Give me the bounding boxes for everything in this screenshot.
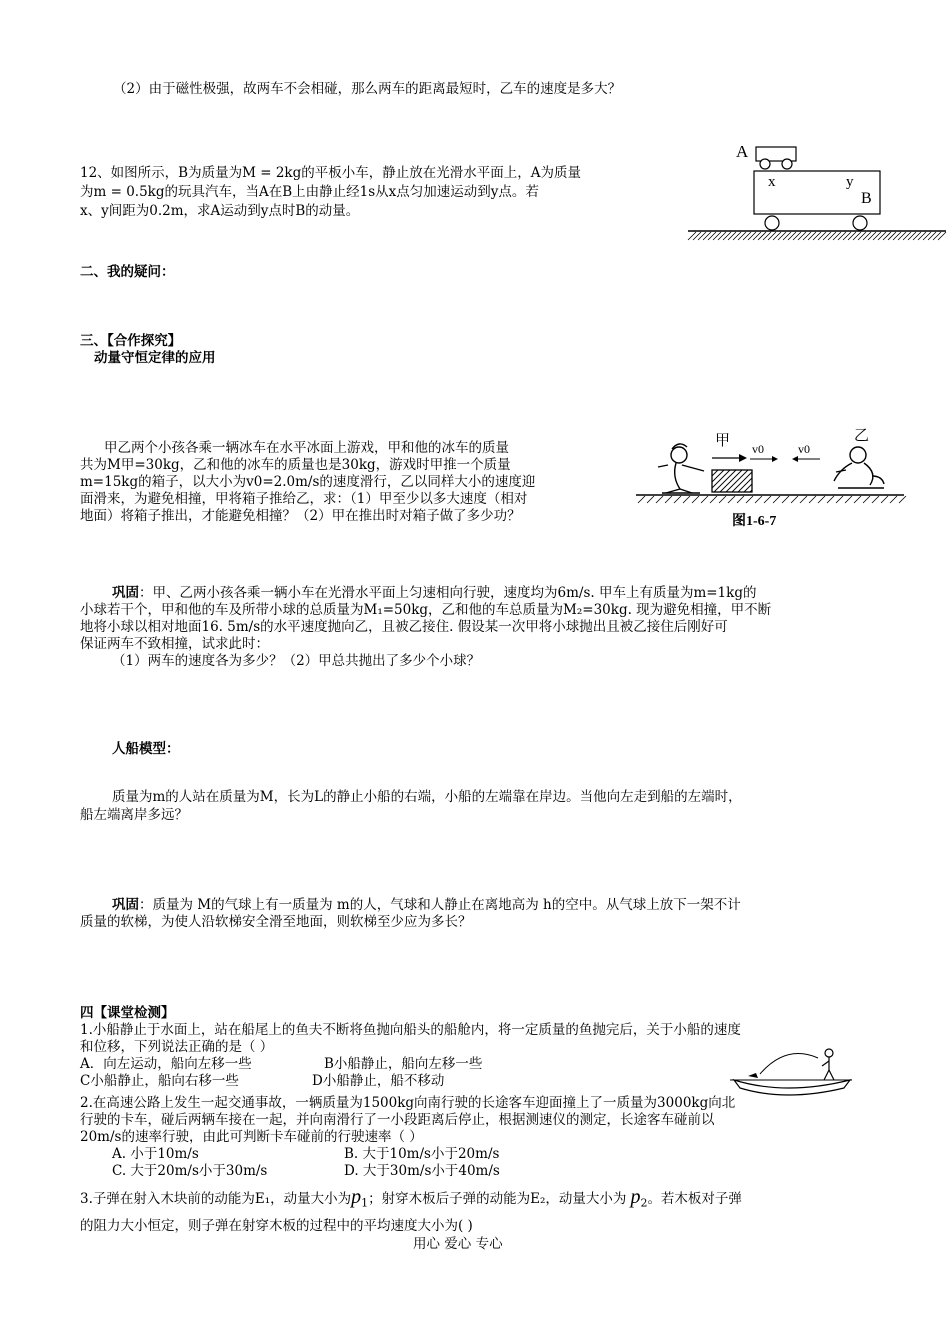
ground-hatch-line: [710, 496, 717, 503]
boat-problem: [80, 788, 742, 824]
ground-hatch-line: [845, 496, 852, 503]
ground-hatch-line: [768, 232, 776, 240]
consolidate2-line: ：质量为 M的气球上有一质量为 m的人，气球和人静止在离地高为 h的空中。从气球上放下一架不计: [139, 897, 741, 913]
section3-subtitle: 动量守恒定律的应用: [94, 350, 216, 366]
ice-line: 共为M甲=30kg，乙和他的冰车的质量也是30kg，游戏时甲推一个质量: [80, 457, 511, 473]
ground-hatch-line: [719, 496, 726, 503]
label-y: y: [846, 174, 854, 190]
test-q2: [80, 1095, 735, 1180]
ground-hatch-line: [823, 232, 831, 240]
boat-model-title: 人船模型：: [112, 741, 180, 757]
ground-hatch-line: [647, 496, 654, 503]
ground-hatch-line: [753, 232, 761, 240]
ground-hatch-line: [898, 232, 906, 240]
ground-hatch-line: [908, 232, 916, 240]
ground-hatch-line: [743, 232, 751, 240]
boat-line: 船左端离岸多远？: [80, 807, 188, 823]
consolidate1-line: （1）两车的速度各为多少？（2）甲总共抛出了多少个小球？: [112, 653, 481, 669]
ground-hatch-line: [782, 496, 789, 503]
child-yi-icon: [834, 447, 884, 488]
ground-hatch-line: [878, 232, 886, 240]
boat-line: 质量为m的人站在质量为M，长为L的静止小船的右端，小船的左端靠在岸边。当他向左走到船的左端时，: [112, 789, 742, 805]
ground-hatch-line: [738, 232, 746, 240]
option-b: B. 大于10m/s小于20m/s: [344, 1146, 500, 1162]
ice-line: 甲乙两个小孩各乘一辆冰车在水平冰面上游戏，甲和他的冰车的质量: [104, 440, 509, 456]
ground-hatch-line: [638, 496, 645, 503]
consolidate1-line: 地将小球以相对地面16. 5m/s的水平速度抛向乙，且被乙接住. 假设某一次甲将小球抛出且被乙接住后刚好可: [80, 619, 728, 635]
consolidate2-line: 质量的软梯，为使人沿软梯安全滑至地面，则软梯至少应为多长？: [80, 914, 472, 930]
ground-hatch-line: [883, 232, 891, 240]
ground-hatch-line: [863, 232, 871, 240]
ground-hatch-line: [674, 496, 681, 503]
ground-hatch-line: [923, 232, 931, 240]
ground-hatch-line: [918, 232, 926, 240]
p2-symbol: p: [630, 1186, 641, 1208]
p1-subscript: 1: [361, 1196, 369, 1210]
p1-symbol: p: [351, 1186, 362, 1208]
label-b: B: [861, 190, 872, 207]
ground-hatch-line: [838, 232, 846, 240]
ground-hatch-line: [783, 232, 791, 240]
ground-hatch-line: [773, 232, 781, 240]
figure-caption: 图1-6-7: [732, 514, 777, 529]
ground-hatch-line: [827, 496, 834, 503]
consolidate-label: 巩固: [112, 585, 139, 601]
consolidate1-line: ：甲、乙两小孩各乘一辆小车在光滑水平面上匀速相向行驶，速度均为6m/s. 甲车上有质量为m=1kg的: [139, 585, 757, 601]
test-q2-line: 20m/s的速率行驶，由此可判断卡车碰前的行驶速率（ ）: [80, 1129, 423, 1145]
ground-hatch-line: [764, 496, 771, 503]
ice-problem: [80, 440, 535, 525]
ground-hatch-line: [928, 232, 936, 240]
option-d: D小船静止，船不移动: [312, 1073, 445, 1089]
ground-hatch-line: [718, 232, 726, 240]
label-yi: 乙: [854, 428, 870, 444]
q12-line: 12、如图所示，B为质量为M = 2kg的平板小车，静止放在光滑水平面上，A为质量: [80, 165, 581, 181]
ice-line: 面滑来，为避免相撞，甲将箱子推给乙，求：（1）甲至少以多大速度（相对: [80, 491, 528, 507]
ground-hatch-line: [853, 232, 861, 240]
consolidate1-line: 保证两车不致相撞，试求此时：: [80, 636, 269, 652]
label-v0-right: v0: [752, 442, 764, 456]
ground-hatch-line: [881, 496, 888, 503]
ground-hatch-line: [828, 232, 836, 240]
test-q2-line: 行驶的卡车，碰后两辆车接在一起，并向南滑行了一小段距离后停止，根据测速仪的测定，长途客车碰前以: [80, 1112, 715, 1128]
test-q2-line: 2.在高速公路上发生一起交通事故，一辆质量为1500kg向南行驶的长途客车迎面撞上了一质量为3000kg向北: [80, 1095, 736, 1111]
ground-hatch-line: [758, 232, 766, 240]
ground-hatch-line: [791, 496, 798, 503]
option-a: A. 小于10m/s: [112, 1146, 199, 1162]
ground-hatch-line: [778, 232, 786, 240]
ground-hatch-line: [728, 232, 736, 240]
ground-hatch-line: [656, 496, 663, 503]
ground-hatch-line: [692, 496, 699, 503]
ground-hatch-line: [748, 232, 756, 240]
ground-hatch-line: [688, 232, 696, 240]
ground-hatch-line: [698, 232, 706, 240]
consolidate1-line: 小球若干个，甲和他的车及所带小球的总质量为M₁=50kg，乙和他的车总质量为M₂=30kg. 现为避免相撞，甲不断: [80, 602, 772, 618]
ground-hatch-line: [836, 496, 843, 503]
ground-hatch-line: [854, 496, 861, 503]
ground-hatch-line: [833, 232, 841, 240]
ground-hatch-line: [803, 232, 811, 240]
option-a: A．向左运动，船向左移一些: [80, 1056, 252, 1072]
ice-line: 地面）将箱子推出，才能避免相撞？（2）甲在推出时对箱子做了多少功？: [80, 508, 521, 524]
test-q3-text: ；射穿木板后子弹的动能为E₂，动量大小为: [368, 1191, 627, 1207]
ground-hatch-line: [848, 232, 856, 240]
test-q3-line2: 的阻力大小恒定，则子弹在射穿木板的过程中的平均速度大小为( ): [80, 1217, 473, 1234]
ground-hatch-line: [701, 496, 708, 503]
fisherman-icon: [822, 1049, 834, 1080]
ice-figure: [632, 418, 908, 536]
ground-hatch-line: [737, 496, 744, 503]
ground-hatch-line: [793, 232, 801, 240]
test-q3: [80, 1186, 742, 1237]
ice-line: m=15kg的箱子，以大小为v0=2.0m/s的速度滑行，乙以同样大小的速度迎: [80, 474, 536, 490]
ground-hatch-line: [808, 232, 816, 240]
ground-hatch-line: [868, 232, 876, 240]
ground-hatch-line: [858, 232, 866, 240]
q12-line: 为m = 0.5kg的玩具汽车，当A在B上由静止经1s从x点匀加速运动到y点。若: [80, 184, 539, 200]
label-jia: 甲: [715, 433, 731, 449]
ground-hatch-line: [683, 496, 690, 503]
test-q3-text: 。若木板对子弹: [647, 1191, 742, 1207]
child-jia-icon: [658, 444, 704, 493]
cart-figure: [686, 138, 948, 246]
ground-hatch-line: [763, 232, 771, 240]
ground-hatch-line: [746, 496, 753, 503]
ground-hatch-line: [798, 232, 806, 240]
ground-hatch-line: [818, 232, 826, 240]
ground-hatch-line: [913, 232, 921, 240]
ground-hatch-line: [888, 232, 896, 240]
consolidate-label: 巩固: [112, 897, 139, 913]
consolidate2: [80, 897, 741, 931]
ground-hatch-line: [809, 496, 816, 503]
ground-hatch-line: [733, 232, 741, 240]
q11-part2: （2）由于磁性极强，故两车不会相碰，那么两车的距离最短时，乙车的速度是多大？: [113, 81, 622, 97]
ground-hatch-line: [818, 496, 825, 503]
ground-hatch-line: [813, 232, 821, 240]
section2-title: 二、我的疑问：: [80, 264, 175, 280]
label-v0-left: v0: [798, 442, 810, 456]
ground-hatch-line: [933, 232, 941, 240]
label-x: x: [768, 174, 776, 190]
option-c: C小船静止，船向右移一些: [80, 1073, 239, 1089]
ground-hatch-line: [723, 232, 731, 240]
test-q1-line: 和位移，下列说法正确的是（ ）: [80, 1039, 274, 1055]
consolidate1: [80, 585, 771, 670]
section4-title: 四【课堂检测】: [80, 1005, 175, 1021]
ground-hatch-line: [665, 496, 672, 503]
ground-hatch-line: [773, 496, 780, 503]
test-q1-line: 1.小船静止于水面上，站在船尾上的鱼夫不断将鱼抛向船头的船舱内，将一定质量的鱼抛完后，关于小船的速度: [80, 1022, 741, 1038]
q12-line: x、y间距为0.2m，求A运动到y点时B的动量。: [80, 203, 360, 219]
page-footer: 用心 爱心 专心: [413, 1236, 503, 1252]
ground-hatch-line: [703, 232, 711, 240]
ground-hatch-line: [938, 232, 946, 240]
ground-hatch-line: [788, 232, 796, 240]
ground-hatch-line: [872, 496, 879, 503]
ground-hatch-line: [755, 496, 762, 503]
label-a: A: [736, 142, 749, 161]
ground-hatch-line: [890, 496, 897, 503]
ground-hatch-line: [713, 232, 721, 240]
option-b: B小船静止，船向左移一些: [324, 1056, 483, 1072]
ground-hatch-line: [873, 232, 881, 240]
ground-hatch-line: [708, 232, 716, 240]
test-q3-text: 3.子弹在射入木块前的动能为E₁，动量大小为: [80, 1191, 352, 1207]
ground-hatch-line: [893, 232, 901, 240]
option-d: D. 大于30m/s小于40m/s: [344, 1163, 500, 1179]
test-q1: [80, 1022, 741, 1090]
section3-title: 三、【合作探究】: [80, 333, 182, 349]
option-c: C. 大于20m/s小于30m/s: [112, 1163, 268, 1179]
ground-hatch-line: [693, 232, 701, 240]
fisherman-boat-figure: [726, 1046, 856, 1098]
q12-text: [80, 164, 581, 221]
ground-hatch-line: [899, 496, 906, 503]
p2-subscript: 2: [640, 1196, 648, 1210]
ground-hatch-line: [800, 496, 807, 503]
ground-hatch-line: [728, 496, 735, 503]
ground-hatch-line: [863, 496, 870, 503]
ground-hatch-line: [903, 232, 911, 240]
ground-hatch-line: [843, 232, 851, 240]
